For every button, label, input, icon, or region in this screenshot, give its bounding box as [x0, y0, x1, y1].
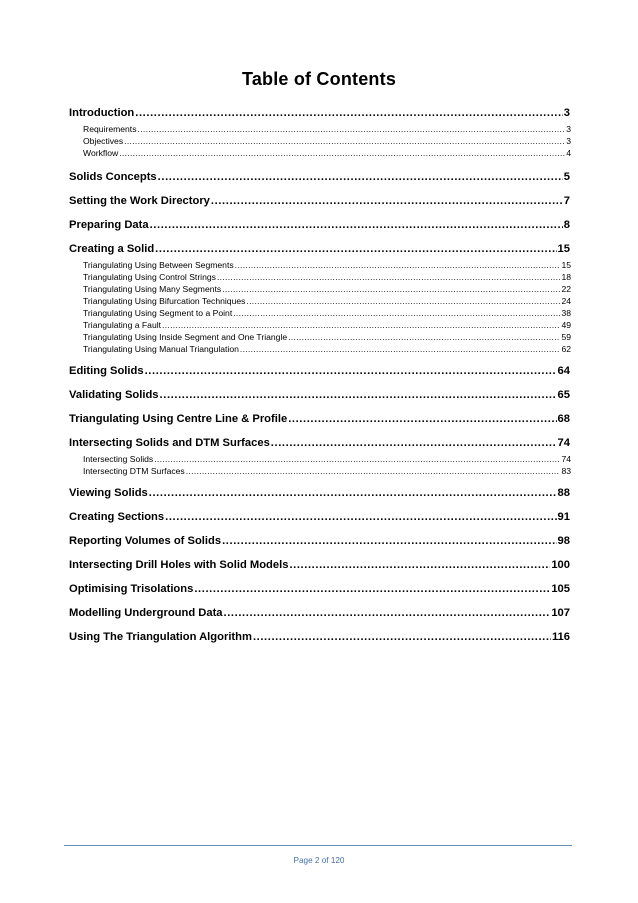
- dot-leader: [119, 148, 565, 159]
- toc-entry-page: 74: [561, 454, 571, 464]
- dot-leader: [288, 412, 556, 426]
- dot-leader: [150, 218, 563, 232]
- toc-entry-creating-sections[interactable]: [69, 510, 570, 524]
- toc-entry-optimising-trisolations[interactable]: [69, 582, 570, 596]
- dot-leader: [124, 136, 565, 147]
- toc-entry-label: Triangulating Using Manual Triangulation: [83, 344, 239, 354]
- toc-entry-label: Viewing Solids: [69, 487, 148, 499]
- toc-entry-label: Intersecting Drill Holes with Solid Models: [69, 559, 289, 571]
- dot-leader: [217, 272, 560, 283]
- dot-leader: [240, 344, 561, 355]
- toc-entry-page: 98: [557, 535, 570, 547]
- toc-entry-workflow[interactable]: [83, 148, 571, 159]
- toc-entry-page: 3: [566, 124, 571, 134]
- toc-entry-label: Introduction: [69, 107, 135, 119]
- toc-entry-centre-line-profile[interactable]: [69, 412, 570, 426]
- toc-entry-label: Intersecting Solids: [83, 454, 154, 464]
- toc-entry-page: 91: [557, 511, 570, 523]
- toc-entry-label: Editing Solids: [69, 365, 144, 377]
- dot-leader: [160, 388, 557, 402]
- toc-entry-label: Preparing Data: [69, 219, 149, 231]
- toc-entry-setting-work-directory[interactable]: [69, 194, 570, 208]
- toc-entry-page: 107: [551, 607, 570, 619]
- toc-entry-manual-triangulation[interactable]: [83, 344, 571, 355]
- dot-leader: [289, 558, 550, 572]
- toc-entry-page: 15: [557, 243, 570, 255]
- toc-entry-label: Objectives: [83, 136, 124, 146]
- toc-entry-inside-segment[interactable]: [83, 332, 571, 343]
- dot-leader: [271, 436, 557, 450]
- toc-entry-editing-solids[interactable]: [69, 364, 570, 378]
- toc-entry-page: 5: [563, 171, 570, 183]
- toc-entry-fault[interactable]: [83, 320, 571, 331]
- toc-entry-creating-a-solid[interactable]: [69, 242, 570, 256]
- toc-entry-page: 15: [561, 260, 571, 270]
- toc-entry-label: Solids Concepts: [69, 171, 157, 183]
- dot-leader: [145, 364, 557, 378]
- toc-entry-page: 100: [551, 559, 570, 571]
- page-number-footer: Page 2 of 120: [293, 856, 345, 865]
- dot-leader: [165, 510, 556, 524]
- toc-entry-page: 22: [561, 284, 571, 294]
- toc-entry-label: Intersecting Solids and DTM Surfaces: [69, 437, 270, 449]
- toc-entry-label: Triangulating Using Bifurcation Techniques: [83, 296, 246, 306]
- dot-leader: [135, 106, 563, 120]
- toc-entry-page: 38: [561, 308, 571, 318]
- dot-leader: [186, 466, 561, 477]
- toc-entry-page: 62: [561, 344, 571, 354]
- toc-entry-objectives[interactable]: [83, 136, 571, 147]
- toc-entry-between-segments[interactable]: [83, 260, 571, 271]
- dot-leader: [138, 124, 566, 135]
- toc-entry-page: 24: [561, 296, 571, 306]
- dot-leader: [253, 630, 551, 644]
- toc-entry-page: 74: [557, 437, 570, 449]
- dot-leader: [222, 534, 556, 548]
- dot-leader: [211, 194, 563, 208]
- toc-entry-label: Triangulating Using Centre Line & Profile: [69, 413, 288, 425]
- footer-divider: [64, 845, 572, 846]
- dot-leader: [162, 320, 560, 331]
- toc-entry-label: Reporting Volumes of Solids: [69, 535, 222, 547]
- toc-entry-solids-concepts[interactable]: [69, 170, 570, 184]
- dot-leader: [155, 242, 556, 256]
- toc-entry-label: Validating Solids: [69, 389, 159, 401]
- toc-entry-label: Triangulating Using Inside Segment and One Triangle: [83, 332, 288, 342]
- toc-entry-label: Using The Triangulation Algorithm: [69, 631, 252, 643]
- toc-entry-segment-to-point[interactable]: [83, 308, 571, 319]
- toc-entry-requirements[interactable]: [83, 124, 571, 135]
- toc-entry-page: 116: [551, 631, 570, 643]
- dot-leader: [288, 332, 560, 343]
- toc-entry-label: Triangulating Using Control Strings: [83, 272, 216, 282]
- toc-entry-page: 68: [557, 413, 570, 425]
- toc-entry-intersecting-dtm-surfaces[interactable]: [83, 466, 571, 477]
- dot-leader: [154, 454, 560, 465]
- toc-entry-page: 65: [557, 389, 570, 401]
- dot-leader: [149, 486, 557, 500]
- toc-entry-page: 7: [563, 195, 570, 207]
- dot-leader: [194, 582, 550, 596]
- toc-entry-intersecting-solids[interactable]: [83, 454, 571, 465]
- toc-entry-label: Requirements: [83, 124, 137, 134]
- toc-entry-validating-solids[interactable]: [69, 388, 570, 402]
- toc-entry-label: Creating Sections: [69, 511, 165, 523]
- toc-entry-page: 49: [561, 320, 571, 330]
- toc-entry-page: 18: [561, 272, 571, 282]
- toc-entry-label: Triangulating Using Many Segments: [83, 284, 222, 294]
- toc-entry-page: 64: [557, 365, 570, 377]
- toc-entry-many-segments[interactable]: [83, 284, 571, 295]
- toc-entry-label: Intersecting DTM Surfaces: [83, 466, 185, 476]
- toc-entry-modelling-underground[interactable]: [69, 606, 570, 620]
- dot-leader: [222, 284, 560, 295]
- dot-leader: [224, 606, 551, 620]
- toc-entry-label: Setting the Work Directory: [69, 195, 210, 207]
- toc-entry-introduction[interactable]: [69, 106, 570, 120]
- toc-entry-label: Triangulating a Fault: [83, 320, 162, 330]
- toc-entry-reporting-volumes[interactable]: [69, 534, 570, 548]
- toc-entry-label: Optimising Trisolations: [69, 583, 194, 595]
- toc-entry-drill-holes[interactable]: [69, 558, 570, 572]
- toc-entry-page: 105: [551, 583, 570, 595]
- dot-leader: [233, 308, 560, 319]
- dot-leader: [235, 260, 561, 271]
- dot-leader: [246, 296, 560, 307]
- toc-entry-page: 8: [563, 219, 570, 231]
- toc-entry-label: Triangulating Using Segment to a Point: [83, 308, 233, 318]
- toc-entry-triangulation-algorithm[interactable]: [69, 630, 570, 644]
- toc-entry-viewing-solids[interactable]: [69, 486, 570, 500]
- dot-leader: [158, 170, 563, 184]
- toc-entry-page: 59: [561, 332, 571, 342]
- toc-entry-preparing-data[interactable]: [69, 218, 570, 232]
- toc-entry-intersecting-solids-dtm[interactable]: [69, 436, 570, 450]
- toc-entry-control-strings[interactable]: [83, 272, 571, 283]
- toc-entry-page: 3: [566, 136, 571, 146]
- toc-entry-page: 3: [563, 107, 570, 119]
- toc-entry-label: Workflow: [83, 148, 119, 158]
- toc-entry-page: 88: [557, 487, 570, 499]
- toc-entry-page: 83: [561, 466, 571, 476]
- toc-entry-label: Modelling Underground Data: [69, 607, 223, 619]
- toc-entry-label: Triangulating Using Between Segments: [83, 260, 234, 270]
- page-title: Table of Contents: [241, 69, 397, 89]
- toc-entry-bifurcation[interactable]: [83, 296, 571, 307]
- toc-entry-page: 4: [566, 148, 571, 158]
- toc-entry-label: Creating a Solid: [69, 243, 155, 255]
